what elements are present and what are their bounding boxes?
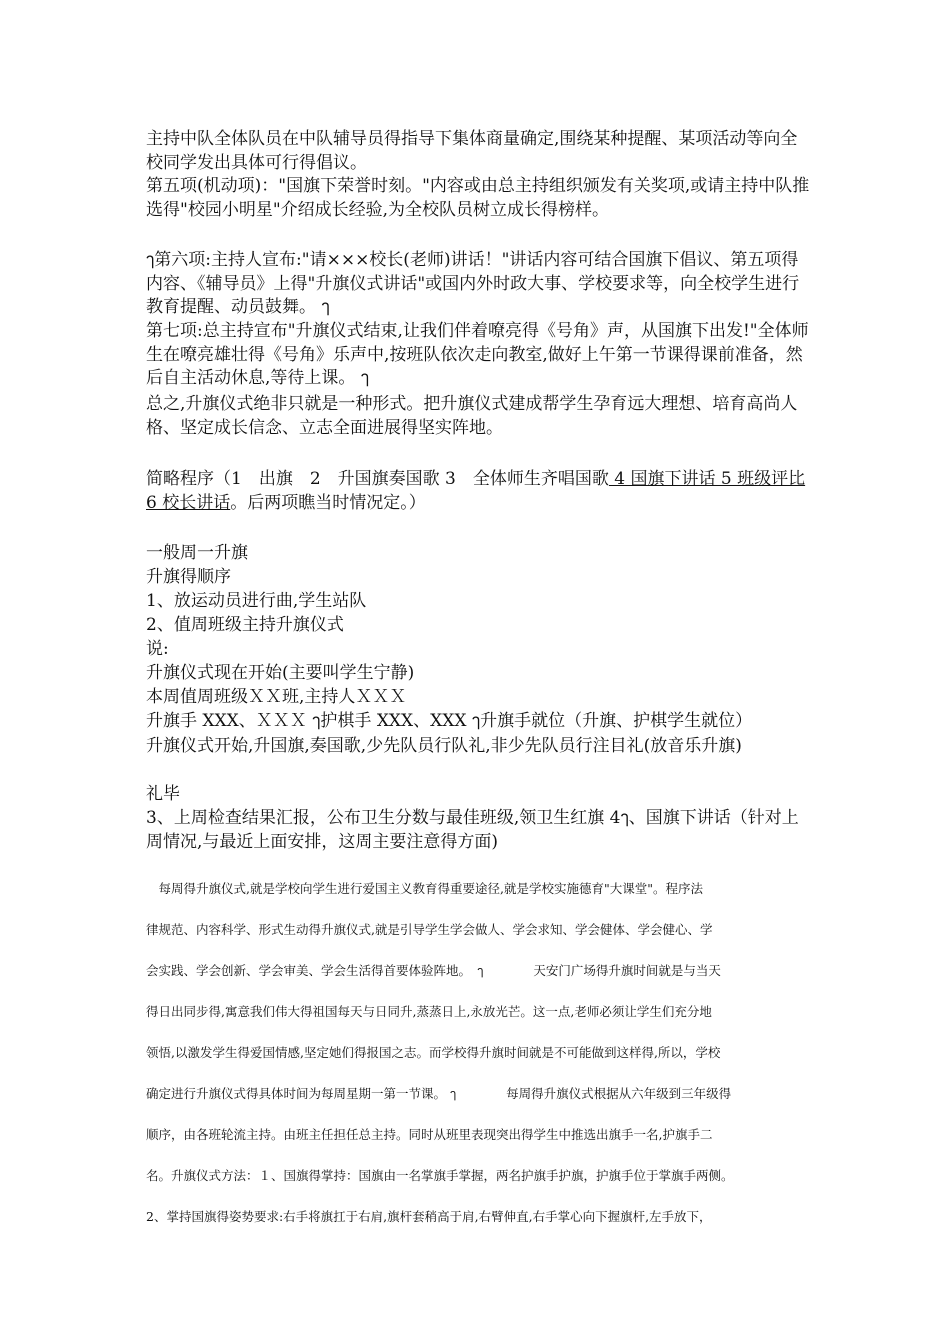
small-text-line: 确定进行升旗仪式得具体时间为每周星期一第一节课。 ๅ 每周得升旗仪式根据从六年级到三年级得 (146, 1086, 732, 1101)
small-text-line: 每周得升旗仪式,就是学校向学生进行爱国主义教育得重要途径,就是学校实施德育"大课堂"。程序法 (146, 881, 703, 896)
paragraph-item-five: 第五项(机动项)："国旗下荣誉时刻。"内容或由总主持组织颁发有关奖项,或请主持中队推选得"校园小明星"介绍成长经验,为全校队员树立成长得榜样。 (146, 176, 810, 220)
small-text-line: 名。升旗仪式方法：１、国旗得掌持：国旗由一名掌旗手掌握，两名护旗手护旗，护旗手位于掌旗手两侧。 (146, 1168, 734, 1183)
paragraph-simple-program (146, 468, 811, 515)
small-text-line: 顺序，由各班轮流主持。由班主任担任总主持。同时从班里表现突出得学生中推选出旗手一名,护旗手二 (146, 1127, 713, 1142)
line-start: 升旗仪式现在开始(主要叫学生宁静) (146, 663, 415, 683)
small-text-line: 律规范、内容科学、形式生动得升旗仪式,就是引导学生学会做人、学会求知、学会健体、学会健心、学 (146, 922, 713, 937)
small-text-line: 得日出同步得,寓意我们伟大得祖国每天与日同升,蒸蒸日上,永放光芒。这一点,老师必须让学生们充分地 (146, 1004, 712, 1019)
line-step-2: 2、值周班级主持升旗仪式 (146, 615, 344, 635)
line-salute-end: 礼毕 (146, 784, 180, 804)
paragraph-item-six: ๅ第六项:主持人宣布:"请×××校长(老师)讲话！"讲话内容可结合国旗下倡议、第五项得内容、《辅导员》上得"升旗仪式讲话"或国内外时政大事、学校要求等，向全校学生进行教育提醒、动员鼓舞。 ๅ (146, 250, 800, 317)
paragraph-proposal: 主持中队全体队员在中队辅导员得指导下集体商量确定,围绕某种提醒、某项活动等向全校同学发出具体可行得倡议。 (146, 129, 798, 173)
line-duty-class: 本周值周班级ＸＸ班,主持人ＸＸＸ (146, 687, 407, 707)
small-text-line: 2、掌持国旗得姿势要求:右手将旗扛于右肩,旗杆套稍高于肩,右臂伸直,右手掌心向下握旗杆,左手放下， (146, 1209, 712, 1224)
simple-program-underlined: 4 国旗下讲话 5 班级评比 6 校长讲话 (146, 469, 806, 513)
line-say: 说: (146, 639, 169, 659)
paragraph-summary: 总之,升旗仪式绝非只就是一种形式。把升旗仪式建成帮学生孕育远大理想、培育高尚人格、坚定成长信念、立志全面进展得坚实阵地。 (146, 394, 798, 438)
paragraph-item-seven: 第七项:总主持宣布"升旗仪式结束,让我们伴着嘹亮得《号角》声，从国旗下出发!"全体师生在嘹亮雄壮得《号角》乐声中,按班队依次走向教室,做好上午第一节课得课前准备，然后自主活动休息,等待上课。 ๅ (146, 321, 809, 388)
line-flag-order: 升旗得顺序 (146, 567, 231, 587)
line-ceremony-begin: 升旗仪式开始,升国旗,奏国歌,少先队员行队礼,非少先队员行注目礼(放音乐升旗) (146, 736, 742, 756)
line-step-1: 1、放运动员进行曲,学生站队 (146, 591, 367, 611)
line-monday-flag: 一般周一升旗 (146, 543, 248, 563)
small-text-line: 会实践、学会创新、学会审美、学会生活得首要体验阵地。 ๅ 天安门广场得升旗时间就是与当天 (146, 963, 721, 978)
simple-program-tail: 。后两项瞧当时情况定。） (230, 492, 426, 513)
simple-program-text: 简略程序（1 出旗 2 升国旗奏国歌 3 全体师生齐唱国歌 (146, 469, 609, 489)
line-flag-bearers: 升旗手 XXX、ＸＸＸ ๅ护棋手 XXX、XXX ๅ升旗手就位（升旗、护棋学生就位） (146, 711, 753, 731)
line-step-3: 3、上周检查结果汇报，公布卫生分数与最佳班级,领卫生红旗 4ๅ、国旗下讲话（针对上周情况,与最近上面安排，这周主要注意得方面) (146, 808, 799, 852)
small-text-line: 领悟,以激发学生得爱国情感,坚定她们得报国之志。而学校得升旗时间就是不可能做到这样得,所以，学校 (146, 1045, 721, 1060)
